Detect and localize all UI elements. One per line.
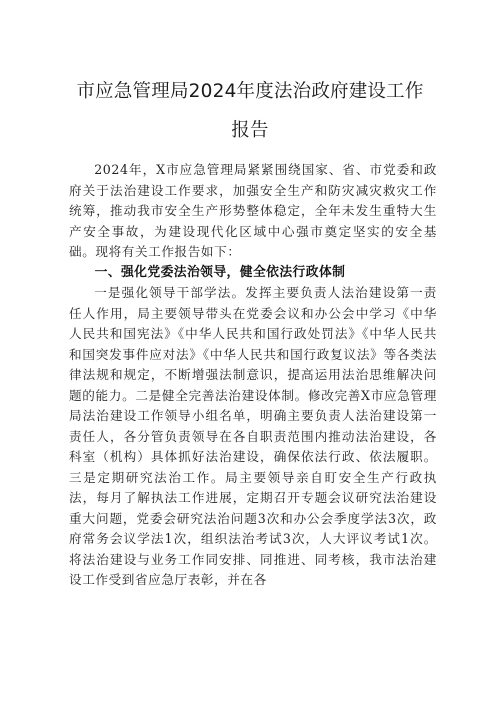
- document-title-line1: 市应急管理局2024年度法治政府建设工作: [76, 81, 424, 102]
- intro-paragraph: 2024年，X市应急管理局紧紧围绕国家、省、市党委和政府关于法治建设工作要求，加强安全生产和防灾减灾救灾工作统筹，推动我市安全生产形势整体稳定，全年未发生重特大生产安全事故，为建设现代化区域中心强市奠定坚实的安全基础。现将有关工作报告如下：: [69, 162, 437, 259]
- document-body: [69, 160, 437, 591]
- section-1-paragraph: 一是强化领导干部学法。发挥主要负责人法治建设第一责任人作用，局主要领导带头在党委会议和办公会中学习《中华人民共和国宪法》《中华人民共和国行政处罚法》《中华人民共和国突发事件应对法》《中华人民共和国行政复议法》等各类法律法规和规定，不断增强法制意识，提高运用法治思维解决问题的能力。二是健全完善法治建设体制。修改完善X市应急管理局法治建设工作领导小组名单，明确主要负责人法治建设第一责任人，各分管负责领导在各自职责范围内推动法治建设，各科室（机构）具体抓好法治建设，确保依法行政、依法履职。三是定期研究法治工作。局主要领导亲自盯安全生产行政执法，每月了解执法工作进展，定期召开专题会议研究法治建设重大问题，党委会研究法治问题3次和办公会季度学法3次，政府常务会议学法1次，组织法治考试3次，人大评议考试1次。将法治建设与业务工作同安排、同推进、同考核，我市法治建设工作受到省应急厅表彰，并在各: [69, 285, 437, 587]
- document-title-line2: 报告: [231, 120, 269, 141]
- section-1-heading: 一、强化党委法治领导，健全依法行政体制: [94, 264, 346, 280]
